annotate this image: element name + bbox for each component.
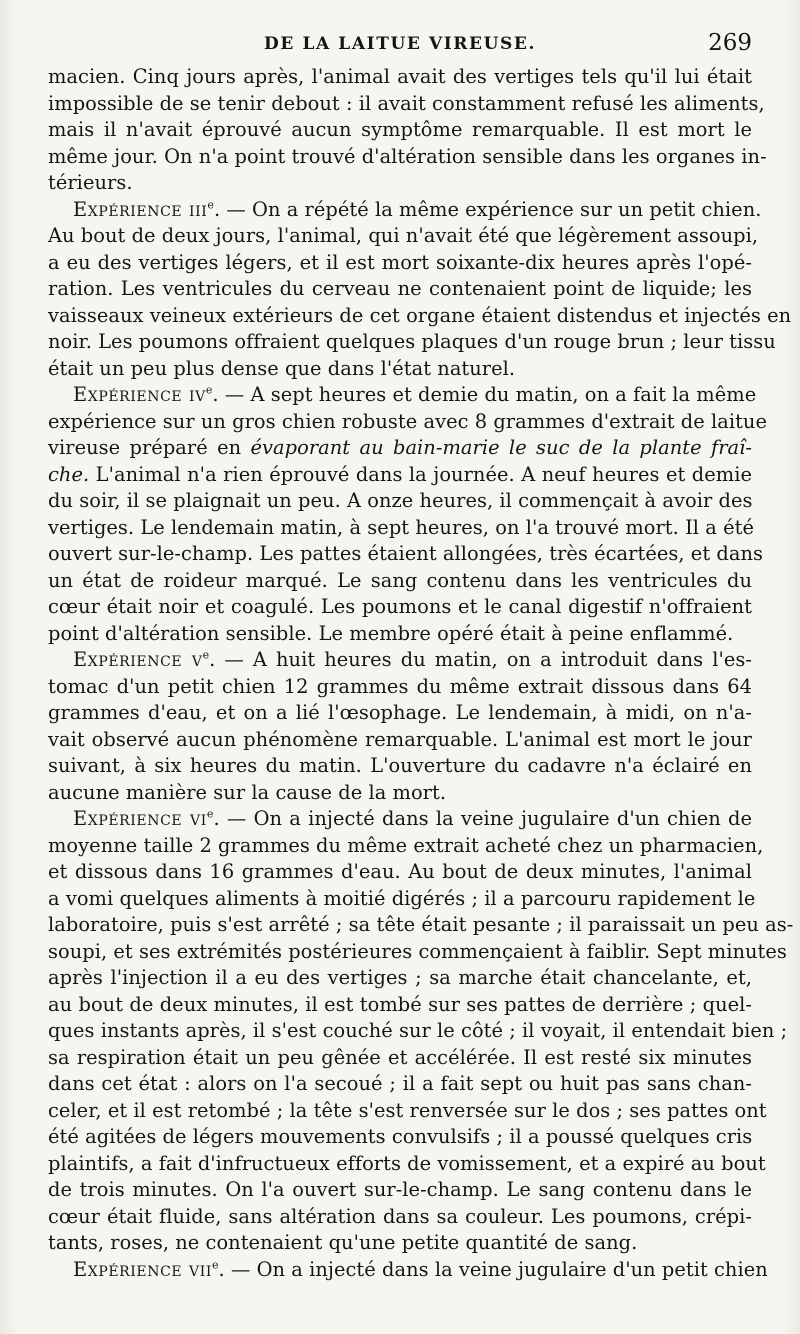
experiment-label: Expérience iii	[73, 197, 208, 221]
text-line: point d'altération sensible. Le membre opéré était à peine enflammé.	[48, 621, 734, 645]
text-line: dans cet état : alors on l'a secoué ; il a fait sept ou huit pas sans chan-	[48, 1072, 752, 1095]
text-fragment: vireuse préparé en	[48, 436, 251, 459]
text-line: térieurs.	[48, 171, 133, 194]
text-line: au bout de deux minutes, il est tombé sur ses pattes de derrière ; quel-	[48, 992, 752, 1016]
ordinal-suffix: e	[206, 807, 214, 821]
page-number: 269	[708, 30, 752, 56]
experiment-label: Expérience iv	[73, 383, 206, 406]
text-line: sa respiration était un peu gênée et accélérée. Il est resté six minutes	[48, 1045, 752, 1069]
text-line: était un peu plus dense que dans l'état naturel.	[48, 356, 516, 380]
text-line: même jour. On n'a point trouvé d'altération sensible dans les organes in-	[48, 144, 767, 168]
text-line: été agitées de légers mouvements convulsifs ; il a poussé quelques cris	[48, 1125, 753, 1148]
text-line: suivant, à six heures du matin. L'ouverture du cadavre n'a éclairé en	[48, 754, 752, 777]
experiment-heading-line	[48, 382, 757, 409]
text-fragment: . — On a injecté dans la veine jugulaire d'un chien de	[213, 807, 753, 830]
experiment-heading-line	[48, 806, 752, 833]
experiment-label: Expérience vii	[73, 1257, 212, 1281]
text-fragment: . — On a répété la même expérience sur un petit chien.	[213, 197, 762, 221]
experiment-label: Expérience vi	[73, 807, 207, 830]
experiment-heading-line	[48, 197, 762, 224]
text-line: de trois minutes. On l'a ouvert sur-le-champ. Le sang contenu dans le	[48, 1178, 752, 1201]
text-line: tomac d'un petit chien 12 grammes du même extrait dissous dans 64	[48, 674, 752, 698]
ordinal-suffix: e	[202, 648, 210, 662]
text-line: du soir, il se plaignait un peu. A onze heures, il commençait à avoir des	[48, 489, 753, 512]
text-line: ouvert sur-le-champ. Les pattes étaient allongées, très écartées, et dans	[48, 542, 764, 565]
text-line: ques instants après, il s'est couché sur le côté ; il voyait, il entendait bien ;	[48, 1019, 788, 1042]
text-line: impossible de se tenir debout : il avait constamment refusé les aliments,	[48, 91, 765, 115]
text-line	[48, 462, 752, 489]
italic-phrase: évaporant au bain-marie le suc de la plante fraî-	[250, 436, 752, 459]
text-line: ration. Les ventricules du cerveau ne contenaient point de liquide; les	[48, 277, 752, 300]
text-line: plaintifs, a fait d'infructueux efforts de vomissement, et a expiré au bout	[48, 1151, 766, 1175]
text-line: moyenne taille 2 grammes du même extrait acheté chez un pharmacien,	[48, 833, 764, 857]
body-text	[48, 64, 794, 1283]
text-line: vertiges. Le lendemain matin, à sept heures, on l'a trouvé mort. Il a été	[48, 515, 754, 539]
experiment-heading-line	[48, 1257, 768, 1284]
text-line: vait observé aucun phénomène remarquable. L'animal est mort le jour	[48, 727, 752, 751]
text-line: tants, roses, ne contenaient qu'une petite quantité de sang.	[48, 1231, 638, 1254]
text-fragment: L'animal n'a rien éprouvé dans la journée. A neuf heures et demie	[89, 462, 752, 486]
text-line: et dissous dans 16 grammes d'eau. Au bout de deux minutes, l'animal	[48, 860, 752, 883]
text-line: Au bout de deux jours, l'animal, qui n'avait été que légèrement assoupi,	[48, 224, 759, 247]
text-fragment: . — A huit heures du matin, on a introduit dans l'es-	[209, 648, 752, 671]
text-line: après l'injection il a eu des vertiges ; sa marche était chancelante, et,	[48, 966, 752, 989]
text-line	[48, 435, 752, 462]
ordinal-suffix: e	[211, 1258, 219, 1272]
text-line: celer, et il est retombé ; la tête s'est renversée sur le dos ; ses pattes ont	[48, 1098, 767, 1122]
text-line: noir. Les poumons offraient quelques plaques d'un rouge brun ; leur tissu	[48, 330, 776, 353]
text-line: cœur était fluide, sans altération dans sa couleur. Les poumons, crépi-	[48, 1204, 752, 1228]
experiment-heading-line	[48, 647, 752, 674]
text-line: a vomi quelques aliments à moitié digérés ; il a parcouru rapidement le	[48, 886, 756, 910]
text-line: mais il n'avait éprouvé aucun symptôme remarquable. Il est mort le	[48, 118, 752, 141]
ordinal-suffix: e	[207, 198, 214, 212]
text-line: laboratoire, puis s'est arrêté ; sa tête était pesante ; il paraissait un peu as-	[48, 913, 794, 936]
text-line: expérience sur un gros chien robuste avec 8 grammes d'extrait de laitue	[48, 409, 767, 433]
text-line: macien. Cinq jours après, l'animal avait des vertiges tels qu'il lui était	[48, 65, 752, 88]
text-fragment: . — On a injecté dans la veine jugulaire d'un petit chien	[218, 1257, 768, 1281]
ordinal-suffix: e	[205, 383, 213, 397]
text-line: aucune manière sur la cause de la mort.	[48, 780, 447, 804]
text-line: soupi, et ses extrémités postérieures commençaient à faiblir. Sept minutes	[48, 939, 787, 963]
running-head	[48, 30, 752, 60]
running-title: DE LA LAITUE VIREUSE.	[264, 34, 536, 54]
experiment-label: Expérience v	[73, 648, 203, 671]
text-line: a eu des vertiges légers, et il est mort soixante-dix heures après l'opé-	[48, 250, 752, 274]
text-line: grammes d'eau, et on a lié l'œsophage. Le lendemain, à midi, on n'a-	[48, 701, 752, 724]
italic-phrase: che.	[48, 462, 90, 486]
text-fragment: . — A sept heures et demie du matin, on a fait la même	[212, 383, 757, 406]
text-line: cœur était noir et coagulé. Les poumons et le canal digestif n'offraient	[48, 595, 752, 618]
text-line: vaisseaux veineux extérieurs de cet organe étaient distendus et injectés en	[48, 303, 792, 327]
text-line: un état de roideur marqué. Le sang contenu dans les ventricules du	[48, 568, 752, 592]
